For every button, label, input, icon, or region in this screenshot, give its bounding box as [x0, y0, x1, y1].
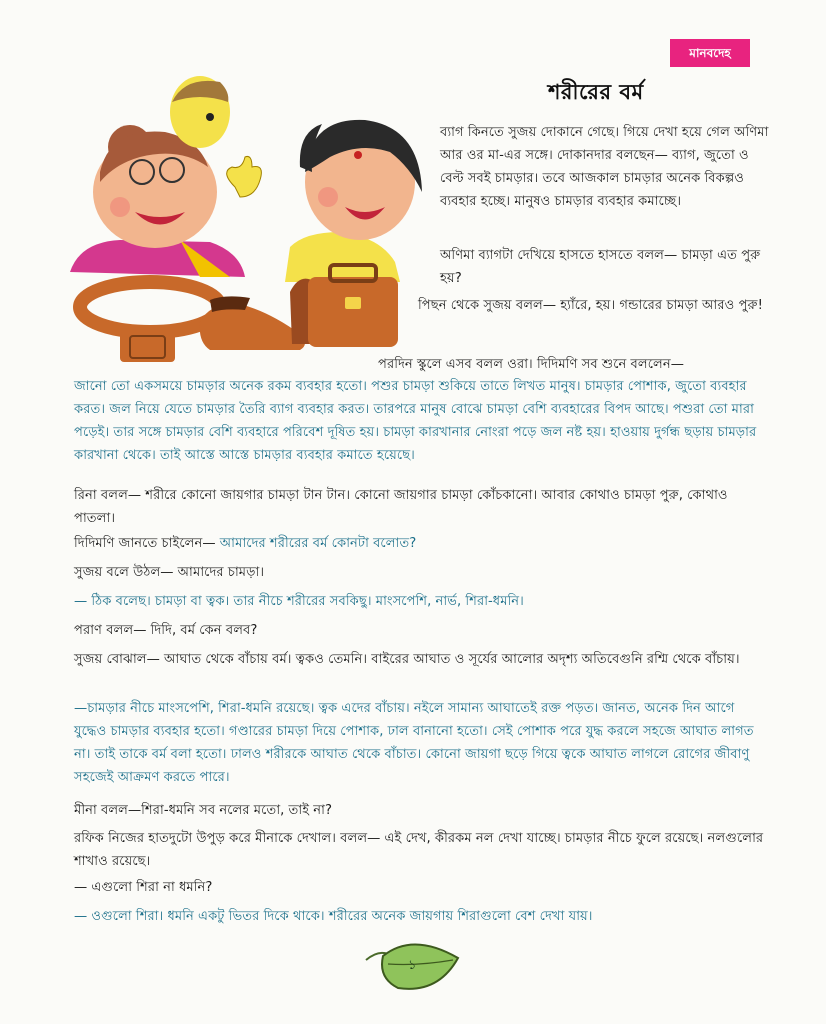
page-title: শরীরের বর্ম — [548, 80, 644, 104]
paragraph-6: রিনা বলল— শরীরে কোনো জায়গার চামড়া টান টান। কোনো জায়গার চামড়া কোঁচকানো। আবার কোথাও চামড়া পুরু, কোথাও পাতলা। — [74, 488, 728, 526]
bag — [308, 265, 398, 347]
shoes — [200, 279, 319, 350]
paragraph-16: — ওগুলো শিরা। ধমনি একটু ভিতর দিকে থাকে। শরীরের অনেক জায়গায় শিরাগুলো বেশ দেখা যায়। — [74, 909, 593, 924]
paragraph-13: মীনা বলল—শিরা-ধমনি সব নলের মতো, তাই না? — [74, 803, 333, 818]
paragraph-7 — [74, 532, 770, 555]
paragraph-5: জানো তো একসময়ে চামড়ার অনেক রকম ব্যবহার হতো। পশুর চামড়া শুকিয়ে তাতে লিখত মানুষ। চামড়ার পোশাক, জুতো ব্যবহার করত। জল নিয়ে যেতে চামড়ার তৈরি ব্যাগ ব্যবহার করত। তারপরে মানুষ বোঝে চামড়া বেশি ব্যবহারের বিপদ আছে। পশুরা তো মারা পড়েই। তার সঙ্গে চামড়ার বেশি ব্যবহারে পরিবেশ দূষিত হয়। চামড়া কারখানার নোংরা পড়ে জল নষ্ট হয়। হাওয়ায় দুর্গন্ধ ছড়ায় চামড়ার কারখানা থেকে। তাই আস্তে আস্তে চামড়ার ব্যবহার কমাতে হয়েছে। — [74, 379, 757, 463]
girl-figure — [285, 120, 422, 282]
paragraph-7-lead: দিদিমণি জানতে চাইলেন— — [74, 536, 220, 551]
paragraph-4: পরদিন স্কুলে এসব বলল ওরা। দিদিমণি সব শুনে বললেন— — [378, 357, 684, 372]
paragraph-12: —চামড়ার নীচে মাংসপেশি, শিরা-ধমনি রয়েছে। ত্বক এদের বাঁচায়। নইলে সামান্য আঘাতেই রক্ত পড়ত। জানত, অনেক দিন আগে যুদ্ধেও চামড়ার ব্যবহার হতো। গণ্ডারের চামড়া দিয়ে পোশাক, ঢাল বানানো হতো। সেই পোশাক পরে যুদ্ধ করলে সহজে আঘাত লাগত না। তাই তাকে বর্ম বলা হতো। ঢালও শরীরকে আঘাত থেকে বাঁচাত। কোনো জায়গা ছড়ে গিয়ে ত্বকে আঘাত লাগলে রোগের জীবাণু সহজেই আক্রমণ করতে পারে। — [74, 701, 754, 785]
paragraph-8: সুজয় বলে উঠল— আমাদের চামড়া। — [74, 565, 265, 580]
belt — [80, 282, 220, 362]
illustration — [60, 72, 442, 372]
paragraph-10: পরাণ বলল— দিদি, বর্ম কেন বলব? — [74, 623, 258, 638]
paragraph-3: পিছন থেকে সুজয় বলল— হ্যাঁরে, হয়। গন্ডারের চামড়া আরও পুরু! — [418, 298, 763, 313]
paragraph-7-question: আমাদের শরীরের বর্ম কোনটা বলোত? — [219, 536, 417, 551]
paragraph-11: সুজয় বোঝাল— আঘাত থেকে বাঁচায় বর্ম। ত্বকও তেমনি। বাইরের আঘাত ও সূর্যের আলোর অদৃশ্য অতিবেগুনি রশ্মি থেকে বাঁচায়। — [74, 652, 740, 667]
page-number: ১ — [408, 958, 417, 973]
section-tag: মানবদেহ — [670, 39, 750, 67]
paragraph-15: — এগুলো শিরা না ধমনি? — [74, 880, 213, 895]
paragraph-14: রফিক নিজের হাতদুটো উপুড় করে মীনাকে দেখাল। বলল— এই দেখ, কীরকম নল দেখা যাচ্ছে। চামড়ার নীচে ফুলে রয়েছে। নলগুলোর শাখাও রয়েছে। — [74, 831, 764, 869]
paragraph-1: ব্যাগ কিনতে সুজয় দোকানে গেছে। গিয়ে দেখা হয়ে গেল অণিমা আর ওর মা-এর সঙ্গে। দোকানদার বলছেন— ব্যাগ, জুতো ও বেল্ট সবই চামড়ার। তবে আজকাল চামড়ার অনেক বিকল্পও ব্যবহার হচ্ছে। মানুষও চামড়ার ব্যবহার কমাচ্ছে। — [440, 125, 769, 209]
mother-figure — [70, 125, 245, 277]
paragraph-2: অণিমা ব্যাগটা দেখিয়ে হাসতে হাসতে বলল— চামড়া এত পুরু হয়? — [440, 248, 761, 286]
paragraph-9: — ঠিক বলেছ। চামড়া বা ত্বক। তার নীচে শরীরের সবকিছু। মাংসপেশি, নার্ভ, শিরা-ধমনি। — [74, 594, 524, 609]
